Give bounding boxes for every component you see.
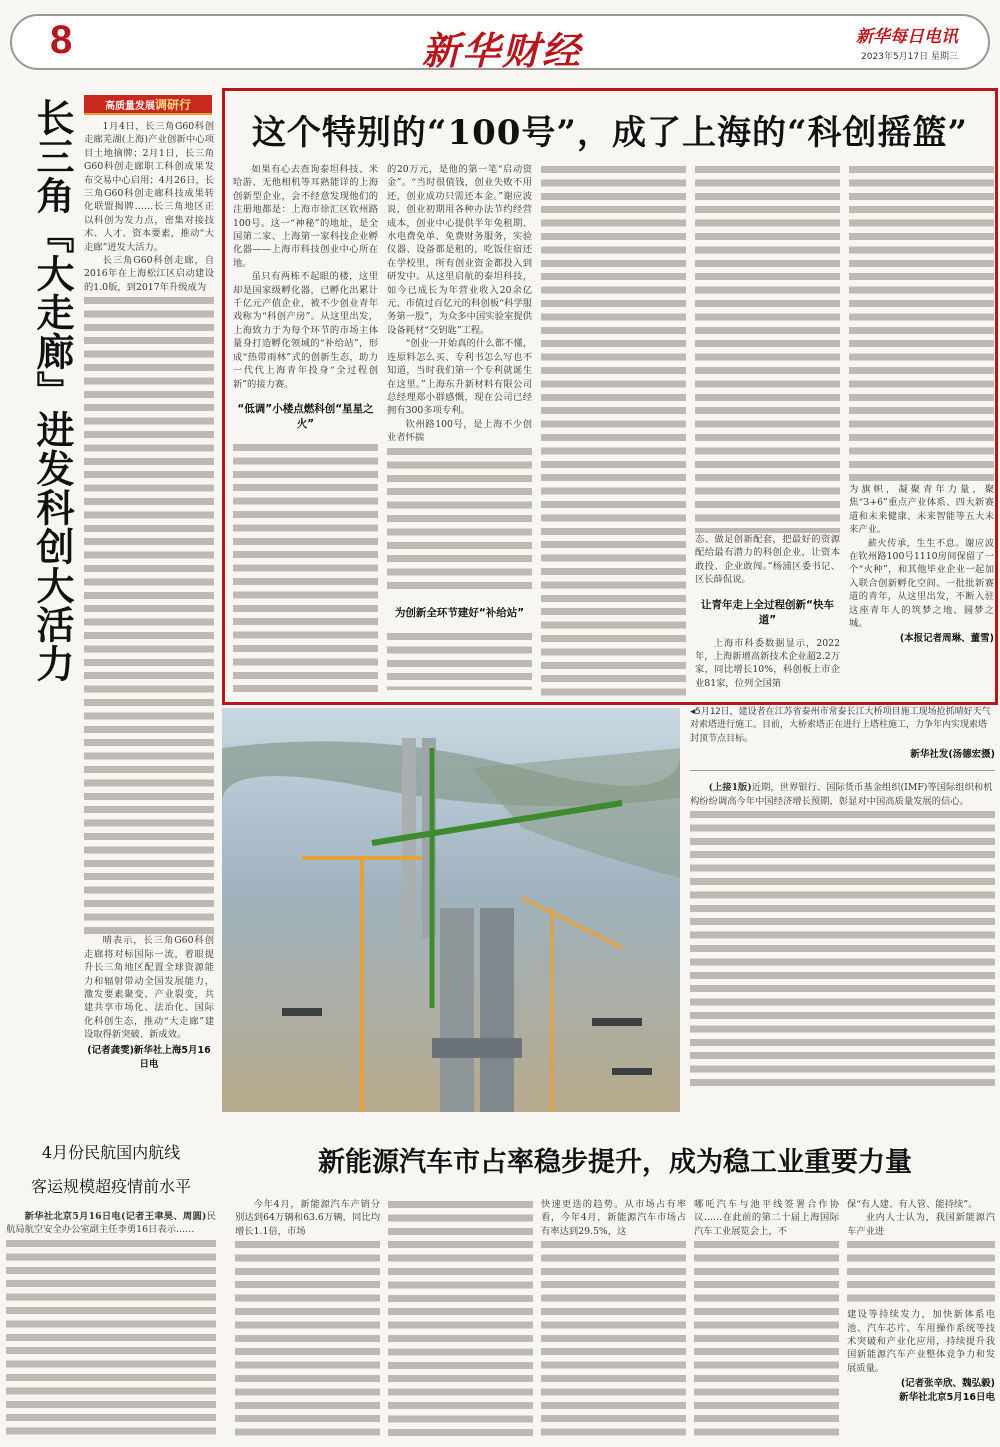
paragraph: 为旗帜，凝聚青年力量，聚焦“3+6”重点产业体系、四大新赛道和未来健康、未来智能等五大未来产业。	[849, 484, 994, 536]
paragraph: 民航局航空安全办公室副主任李勇16日表示……	[6, 1211, 216, 1236]
issue-date: 2023年5月17日 星期三	[861, 52, 958, 62]
subheading: 让青年走上全过程创新“快车道”	[701, 598, 834, 626]
body-text-block	[847, 1238, 995, 1308]
nev-column-2	[388, 1198, 533, 1440]
dateline: 新华社北京5月16日电	[899, 1392, 995, 1404]
body-text-block	[6, 1237, 216, 1437]
paragraph: 今年4月，新能源汽车产销分别达到64万辆和63.6万辆，同比均增长1.1倍，市场	[235, 1199, 380, 1237]
page-number: 8	[50, 18, 73, 62]
paragraph: 的20万元，是他的第一笔“启动资金”。“当时很值钱，创业失败不用还，创业成功只需还本金。”谢应波说，创业初期用各种办法节约经营成本，创业中心提供半年免租期、水电费免单、免费财务服务，实验仪器、设备都是租的，吃饭住宿还在学校里，所有创业资金都投入到研发中。从这里启航的泰坦科技，如今已成长为年营业收入20余亿元、市值过百亿元的科创板“科学服务第一股”，为众多中国实验室提供设备耗材“交钥匙”工程。	[387, 164, 532, 336]
tag-prefix: 高质量发展	[104, 101, 155, 112]
body-text-block	[387, 445, 532, 595]
body-text-block	[387, 630, 532, 690]
paragraph: 保“有人建、有人管、能持续”。	[847, 1199, 978, 1210]
dateline: 新华社北京5月16日电(记者王聿昊、周圆)	[24, 1211, 207, 1222]
body-text-block	[690, 808, 995, 1088]
paragraph: 钦州路100号，是上海不少创业者怀揣	[387, 418, 532, 444]
headline-line: 客运规模超疫情前水平	[30, 1177, 191, 1196]
nev-headline: 新能源汽车市占率稳步提升，成为稳工业重要力量	[318, 1147, 912, 1178]
divider	[690, 770, 995, 771]
paragraph: 薪火传承，生生不息。谢应波在钦州路100号1110房间保留了一个“火种”，和其他毕业企业一起加入联合创新孵化空间。一批批新赛道的青年，从这里出发，不断入驻这座青年人的筑梦之地、圆梦之城。	[849, 537, 994, 630]
body-text-block	[849, 163, 994, 483]
nev-column-1	[235, 1198, 380, 1440]
paragraph: 晴表示，长三角G60科创走廊将对标国际一流，着眼提升长三角地区配置全球资源能力和辐射带动全国发展能力，激发要素聚变、产业裂变，共建共享市场化、法治化、国际化科创生态，推动“大走廊”建设取得新突破、新成效。	[84, 935, 214, 1041]
section-masthead: 新华财经	[422, 28, 583, 73]
paragraph: 建设等持续发力，加快新体系电池、汽车芯片、车用操作系统等技术突破和产业化应用，持续提升我国新能源汽车产业整体竞争力和发展质量。	[847, 1309, 995, 1374]
aviation-headline	[0, 1136, 222, 1204]
body-text-block	[541, 1238, 686, 1438]
body-text-block	[233, 441, 378, 698]
paper-name-logo: 新华每日电讯	[856, 27, 958, 47]
paragraph: 态、做足创新配套，把最好的资源配给最有潜力的科创企业，让资本敢投、企业敢闯。”杨浦区委书记、区长薛侃说。	[695, 534, 840, 586]
column-5	[849, 163, 994, 698]
nev-column-5	[847, 1198, 995, 1443]
paragraph: 业内人士认为，我国新能源汽车产业进	[847, 1212, 995, 1237]
column-1	[233, 163, 378, 698]
body-text-block	[694, 1238, 839, 1438]
subheading: “低调”小楼点燃科创“星星之火”	[237, 402, 374, 430]
left-article-body	[84, 120, 214, 1120]
feature-article	[222, 88, 998, 705]
byline: (本报记者周琳、董雪)	[899, 633, 994, 645]
column-4	[695, 163, 840, 698]
paragraph: 如果有心去查询泰坦科技、米哈游、无他相机等耳熟能详的上海创新型企业，会不经意发现他们的注册地都是：上海市徐汇区钦州路100号。这一“神秘”的地址，是全国第二家、上海第一家科技企业孵化器——上海市科技创业中心所在地。	[233, 164, 378, 269]
left-article-title: 长三角『大走廊』进发科创大活力	[30, 98, 75, 683]
photo-credit: 新华社发(汤德宏摄)	[910, 749, 995, 761]
continued-label: (上接1版)	[708, 782, 752, 794]
body-text-block	[84, 294, 214, 934]
body-text-block	[235, 1238, 380, 1438]
subheading: 为创新全环节建好“补给站”	[394, 606, 525, 619]
paragraph: 1月4日，长三角G60科创走廊芜湖(上海)产业创新中心项目土地摘牌；2月1日，长三角G60科创走廊职工科创成果发布交易中心启用；4月26日，长三角G60科创走廊科技成果转化联盟揭牌……长三角地区正以科创为发力点，密集对接技术、人才、资本要素，推动“大走廊”迸发大活力。	[84, 121, 214, 253]
feature-headline: 这个特别的“100号”，成了上海的“科创摇篮”	[251, 113, 969, 153]
body-text-block	[695, 163, 840, 533]
body-text-block	[388, 1198, 533, 1440]
paragraph: 上海市科委数据显示，2022年，上海新增高新技术企业超2.2万家，同比增长10%，科创板上市企业81家，位列全国第	[695, 637, 840, 689]
paragraph: “创业一开始真的什么都不懂，连原料怎么买、专利书怎么写也不知道，当时我们第一个专利就诞生在这里。”上海东升新材料有限公司总经理郑小群感慨，现在公司已经拥有300多项专利。	[387, 338, 532, 417]
paragraph: 长三角G60科创走廊，自2016年在上海松江区启动建设的1.0版，到2017年升级成为	[84, 255, 214, 293]
nev-column-4	[694, 1198, 839, 1440]
caption-text: ◀5月12日，建设者在江苏省泰州市常泰长江大桥项目施工现场抢抓晴好天气对索塔进行施工。目前，大桥索塔正在进行上塔柱施工，力争年内实现索塔封顶节点目标。	[690, 707, 991, 744]
series-tag	[84, 95, 212, 115]
paragraph: 虽只有两栋不起眼的楼，这里却是国家级孵化器，已孵化出累计千亿元产值企业，被不少创业青年戏称为“科创产房”。从这里出发，上海致力于为每个环节的市场主体量身打造孵化领域的“补给站”，形成“热带雨林”式的创新生态，助力一代代上海青年投身“全过程创新”的接力赛。	[233, 271, 378, 390]
byline: (记者张辛欣、魏弘毅)	[900, 1378, 995, 1390]
column-2	[387, 163, 532, 698]
aviation-body	[6, 1210, 216, 1440]
headline-line: 4月份民航国内航线	[41, 1143, 181, 1162]
page-header	[10, 14, 990, 73]
nev-column-3	[541, 1198, 686, 1440]
column-3	[541, 163, 686, 698]
byline: (记者龚雯)新华社上海5月16日电	[87, 1044, 211, 1070]
photo-caption	[690, 706, 995, 1088]
paragraph: 快速更迭的趋势。从市场占有率看，今年4月，新能源汽车市场占有率达到29.5%，这	[541, 1199, 686, 1237]
paragraph: 近期，世界银行、国际货币基金组织(IMF)等国际组织和机构纷纷调高今年中国经济增长预期，彰显对中国高质量发展的信心。	[690, 782, 993, 807]
bridge-construction-photo	[222, 708, 680, 1112]
paragraph: 哪吒汽车与池平线签署合作协议……在此前的第二十届上海国际汽车工业展览会上，不	[694, 1199, 839, 1237]
tag-suffix: 调研行	[154, 98, 191, 112]
